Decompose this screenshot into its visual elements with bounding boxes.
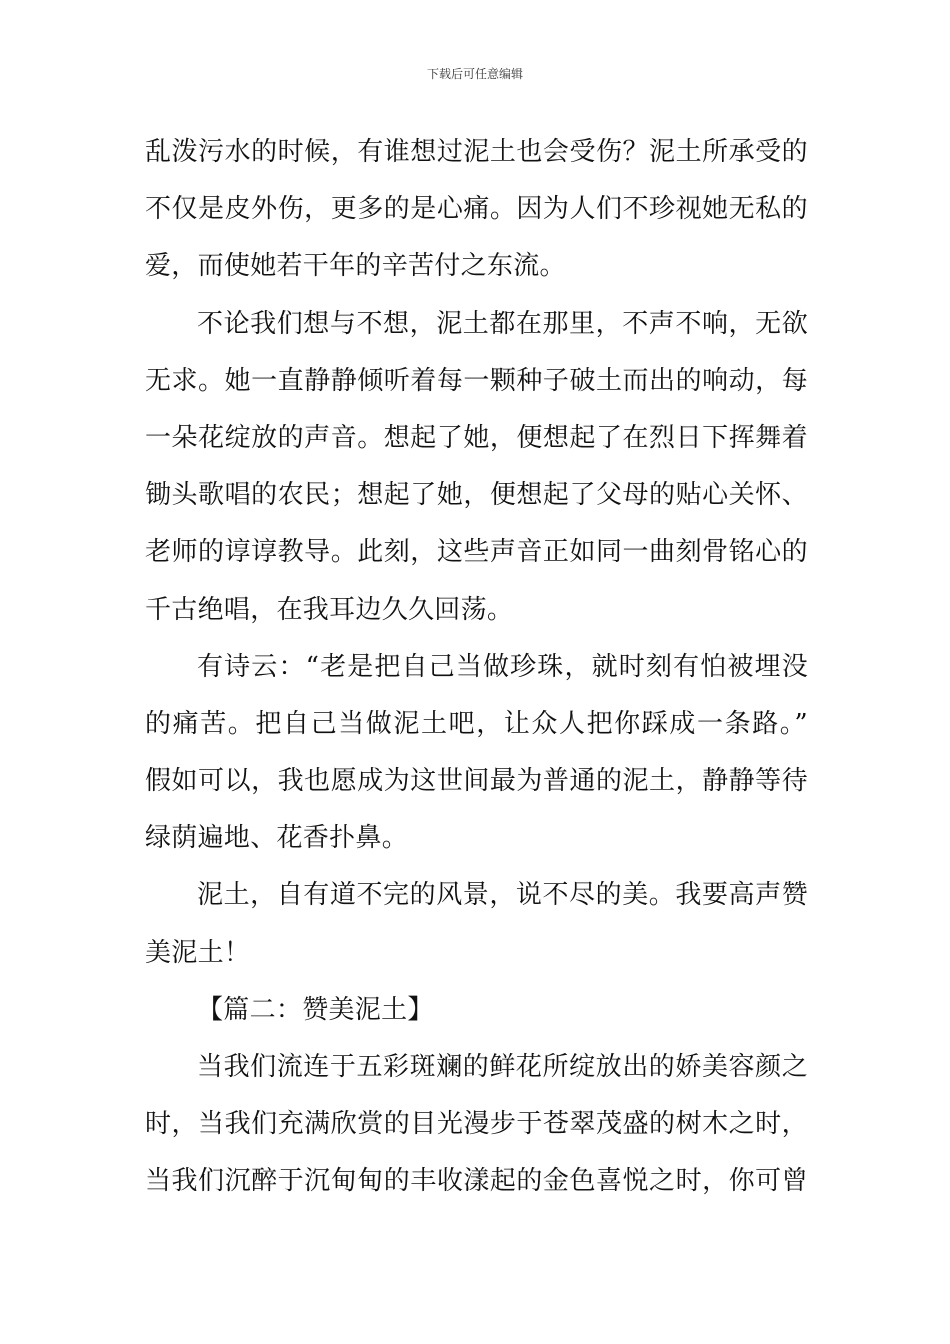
text-line: 的痛苦。把自己当做泥土吧，让众人把你踩成一条路。” (145, 708, 808, 739)
text-line: 乱泼污水的时候，有谁想过泥土也会受伤？泥土所承受的 (145, 137, 808, 167)
document-body (145, 124, 808, 1211)
text-line: 当我们沉醉于沉甸甸的丰收漾起的金色喜悦之时，你可曾 (145, 1166, 808, 1197)
text-line: 不论我们想与不想，泥土都在那里，不声不响，无欲 (197, 308, 808, 339)
text-line: 一朵花绽放的声音。想起了她，便想起了在烈日下挥舞着 (145, 422, 808, 453)
text-line: 当我们流连于五彩斑斓的鲜花所绽放出的娇美容颜之 (197, 1052, 808, 1082)
text-line: 老师的谆谆教导。此刻，这些声音正如同一曲刻骨铭心的 (145, 537, 808, 568)
text-line: 爱，而使她若干年的辛苦付之东流。 (145, 251, 566, 282)
text-line: 【篇二：赞美泥土】 (197, 994, 434, 1025)
text-line: 锄头歌唱的农民；想起了她，便想起了父母的贴心关怀、 (145, 480, 808, 511)
page-header-note: 下载后可任意编辑 (426, 67, 523, 81)
text-line: 假如可以，我也愿成为这世间最为普通的泥土，静静等待 (145, 766, 808, 797)
text-line: 不仅是皮外伤，更多的是心痛。因为人们不珍视她无私的 (145, 194, 808, 225)
text-line: 泥土，自有道不完的风景，说不尽的美。我要高声赞 (197, 880, 808, 911)
text-line: 美泥土！ (145, 937, 251, 968)
text-line: 绿荫遍地、花香扑鼻。 (145, 823, 409, 854)
text-line: 时，当我们充满欣赏的目光漫步于苍翠茂盛的树木之时， (145, 1109, 808, 1140)
text-line: 千古绝唱，在我耳边久久回荡。 (145, 594, 514, 625)
text-line: 无求。她一直静静倾听着每一颗种子破土而出的响动，每 (145, 365, 808, 396)
text-line: 有诗云：“老是把自己当做珍珠，就时刻有怕被埋没 (197, 651, 808, 682)
